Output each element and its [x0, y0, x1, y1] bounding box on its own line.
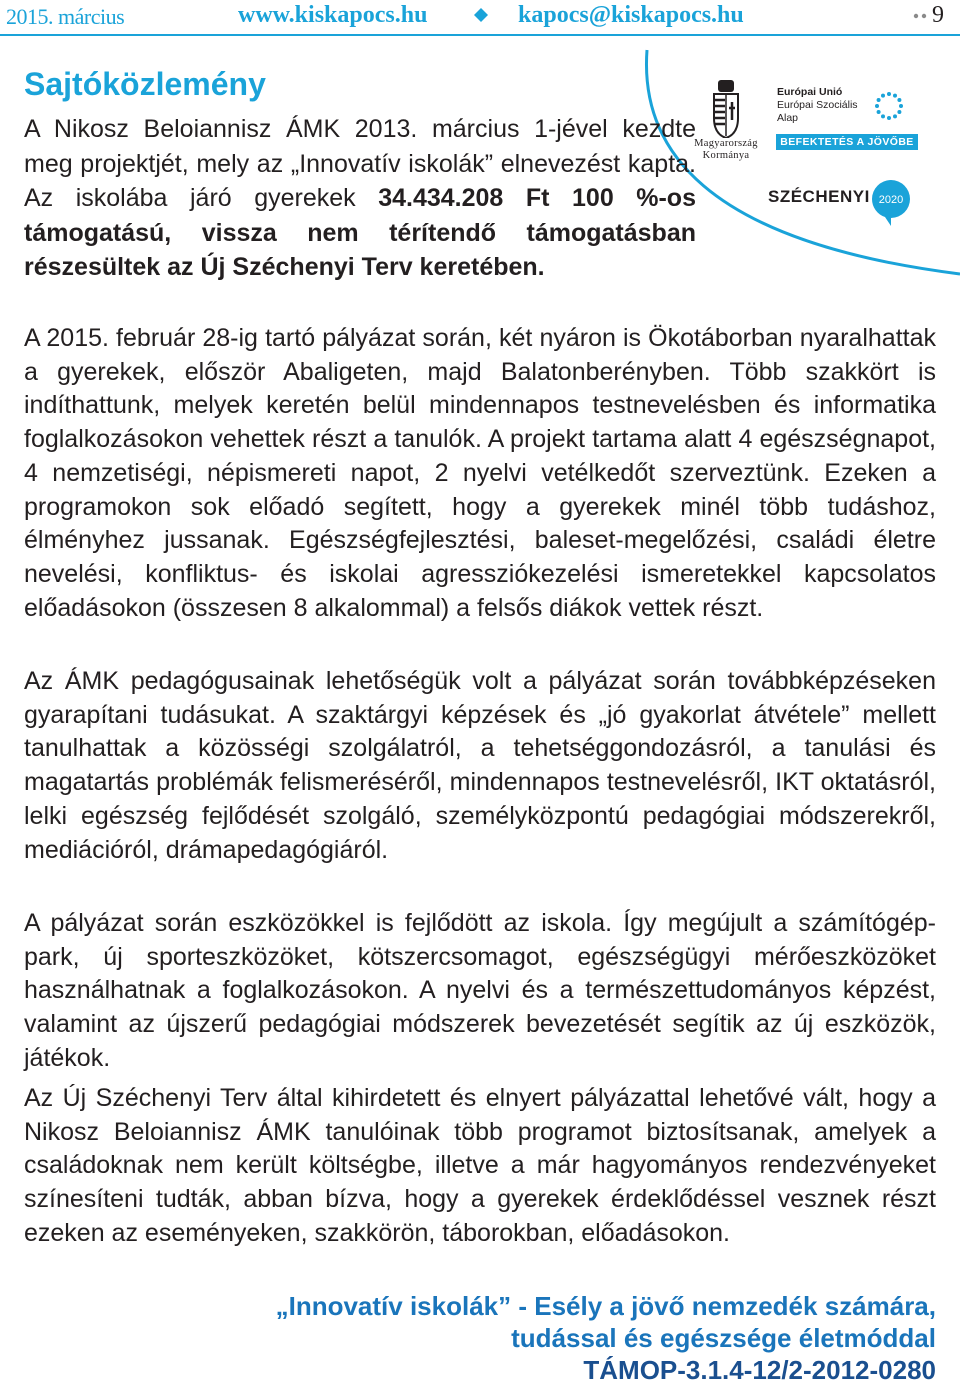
footer-line1: „Innovatív iskolák” - Esély a jövő nemzedék számára, — [275, 1291, 936, 1321]
dots-icon — [913, 11, 927, 21]
intro-paragraph — [24, 112, 696, 285]
paragraph-2: Az ÁMK pedagógusainak lehetőségük volt a pályázat során továbbképzéseken gyarapítani tudásukat. A szaktárgyi képzések és „jó gyakorlat átvétele” mellett tanulhattak a közösségi szolgálatról, a tehetséggondozásról, a tanulási és magatartás problémák felismeréséről, mindennapos testnevelésről, IKT oktatásról, lelki egészség fejlődését szolgáló, személyközpontú pedagógiai módszerekről, mediációról, drámapedagógiáról. — [24, 667, 936, 864]
eu-line1: Európai Unió — [777, 86, 843, 98]
eu-line3: Alap — [777, 112, 799, 124]
paragraph-4: Az Új Széchenyi Terv által kihirdetett és elnyert pályázattal lehetővé vált, hogy a Nikosz Beloiannisz ÁMK tanulóinak több programot biztosítsanak, amelyek a családoknak nem került költségbe, illetve a már hagyományos rendezvényeket színesíteni tudták, abban bízva, hogy a gyerekek érdeklődéssel vesznek részt ezeken az eseményeken, szakkörön, táborokban, előadásokon. — [24, 1084, 936, 1247]
coat-of-arms-icon — [711, 80, 741, 138]
page-title: Sajtóközlemény — [24, 66, 266, 102]
intro-text: A Nikosz Beloiannisz ÁMK 2013. március 1-jével kezdte meg projektjét, mely az „Innovatív iskolák” elnevezést kapta. Az iskolába járó gyerekek — [24, 115, 696, 212]
hu-gov-line2: Kormánya — [702, 150, 750, 161]
eu-banner: BEFEKTETÉS A JÖVŐBE — [776, 134, 918, 150]
paragraph-1: A 2015. február 28-ig tartó pályázat során, két nyáron is Ökotáborban nyaralhattak a gyerekek, először Abaligeten, majd Balatonberényben. Több szakkört is indíthattunk, melyek keretén belül mindennapos testnevelésben és informatika foglalkozásokon vehettek részt a tanulók. A projekt tartama alatt 4 egészségnapot, 4 nemzetiségi, népismereti napot, 2 nyelvi vetélkedőt szerveztünk. Ezeken a programokon sok előadó segített, hogy a gyerekek minél több tudáshoz, élményhez jussanak. Egészségfejlesztési, baleset-megelőzési, családi életre nevelési, konfliktus- és iskolai agressziókezelési ismeretekkel kapcsolatos előadásokon (összesen 8 alkalommal) a felsős diákok vettek részt. — [24, 324, 936, 622]
eu-line2: Európai Szociális — [777, 99, 858, 111]
intro-highlight: 34.434.208 Ft 100 %-os támogatású, vissza nem térítendő támogatásban részesültek az Új Széchenyi Terv keretében. — [24, 184, 696, 281]
szechenyi-logo-text: SZÉCHENYI — [768, 187, 870, 206]
project-footer — [276, 1290, 936, 1386]
page-number: 9 — [932, 2, 944, 28]
footer-line2: tudással és egészsége életmóddal — [511, 1323, 936, 1353]
issue-date: 2015. március — [6, 4, 125, 29]
eu-flag-icon — [860, 86, 918, 126]
diamond-separator-icon — [474, 8, 488, 22]
eu-logo-text — [777, 86, 858, 125]
szechenyi-2020-pin-icon — [870, 178, 912, 228]
szechenyi-year: 2020 — [878, 194, 904, 206]
email-link[interactable]: kapocs@kiskapocs.hu — [518, 2, 744, 28]
paragraph-3: A pályázat során eszközökkel is fejlődött az iskola. Így megújult a számítógép-park, új sporteszközöket, kötszercsomagot, egészségügyi mérőeszközöket használhatnak a foglalkozásokon. A nyelvi és a természettudományos képzést, valamint az újszerű pedagógiai módszerek bevezetését segítik az új eszközök, játékok. — [24, 909, 936, 1072]
website-link[interactable]: www.kiskapocs.hu — [238, 2, 428, 28]
hungarian-government-logo — [686, 80, 766, 162]
project-code: TÁMOP-3.1.4-12/2-2012-0280 — [583, 1355, 936, 1385]
page-header — [0, 0, 960, 34]
hu-gov-line1: Magyarország — [694, 138, 758, 149]
